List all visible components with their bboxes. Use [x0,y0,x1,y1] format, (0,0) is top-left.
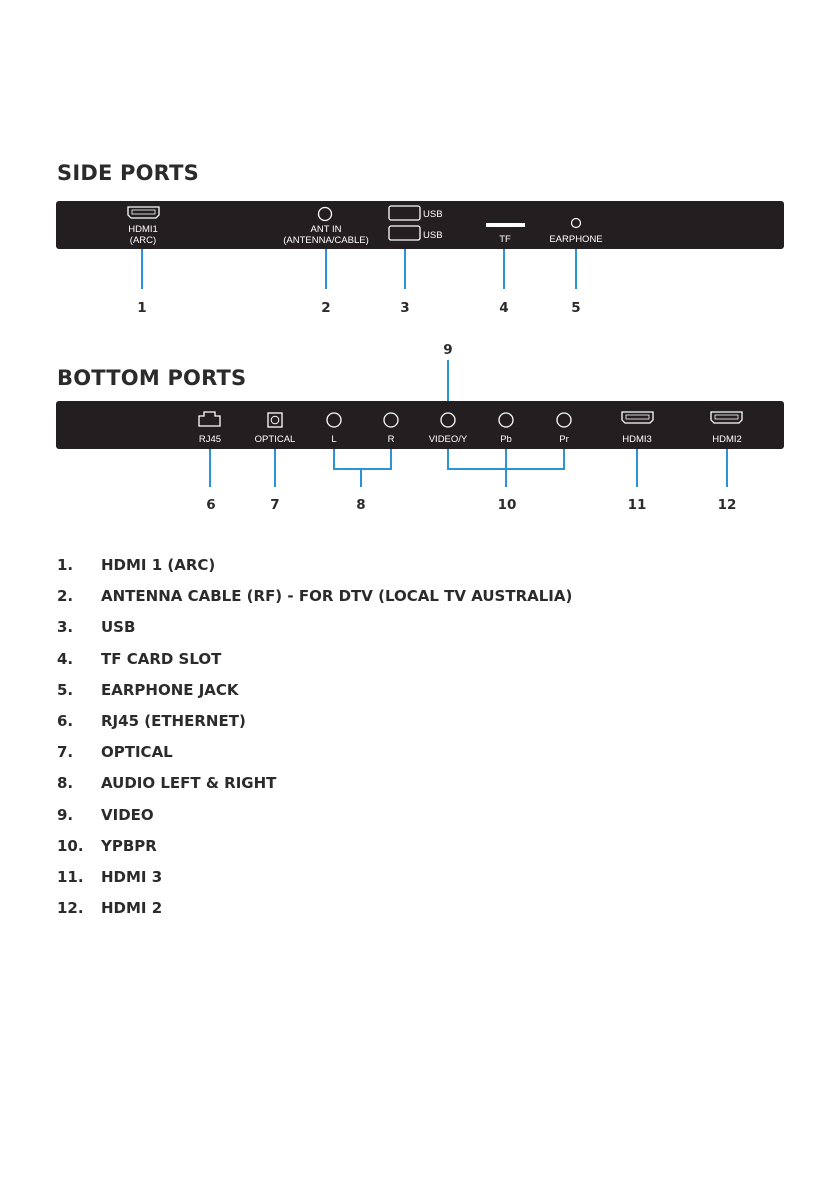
usb-bottom-label: USB [423,230,443,241]
legend-item [57,648,572,679]
bottom-panel-body [56,401,784,449]
legend-item [57,741,572,772]
legend-text: USB [101,618,136,637]
legend-item [57,679,572,710]
leader-10 [448,449,564,487]
hdmi3-label: HDMI3 [622,434,652,445]
side-panel [56,201,784,249]
video-y-label: VIDEO/Y [428,434,468,445]
legend-item [57,835,572,866]
legend-text: ANTENNA CABLE (RF) - FOR DTV (LOCAL TV AUSTRALIA) [101,587,573,606]
legend-text: HDMI 1 (ARC) [101,556,216,574]
legend-item [57,772,572,803]
audio-right-label: R [387,434,395,445]
optical-label: OPTICAL [254,434,296,445]
legend-number: 10. [57,836,84,855]
legend-number: 7. [57,743,74,762]
legend-list [57,554,572,928]
legend-number: 3. [57,618,74,637]
callout-3: 3 [400,300,410,316]
callout-1: 1 [137,300,147,316]
tf-slot-icon [486,223,525,227]
legend-number: 6. [57,711,74,730]
tf-label: TF [499,234,511,245]
legend-item [57,616,572,647]
side-ports-heading: SIDE PORTS [57,161,199,185]
bottom-ports-heading: BOTTOM PORTS [57,366,247,390]
callout-10: 10 [497,497,517,513]
ports-diagram [0,0,839,540]
legend-text: YPBPR [101,836,157,855]
audio-left-label: L [331,434,337,445]
antenna-cable-label: (ANTENNA/CABLE) [283,235,369,246]
callout-7: 7 [270,497,280,513]
bottom-leader-lines [210,449,727,487]
legend-text: VIDEO [101,805,154,824]
legend-item [57,710,572,741]
bottom-panel [56,401,784,449]
legend-text: AUDIO LEFT & RIGHT [101,774,277,793]
earphone-label: EARPHONE [549,234,603,245]
hdmi1-arc-label: (ARC) [129,235,157,246]
legend-item [57,554,572,585]
legend-number: 5. [57,680,74,699]
callout-12: 12 [717,497,737,513]
usb-top-label: USB [423,209,443,220]
leader-8 [334,449,391,487]
legend-text: TF CARD SLOT [101,649,222,668]
legend-number: 11. [57,867,84,886]
callout-8: 8 [356,497,366,513]
legend-number: 4. [57,649,74,668]
legend-number: 2. [57,587,74,606]
legend-number: 12. [57,899,84,918]
legend-text: OPTICAL [101,743,173,762]
callout-5: 5 [571,300,581,316]
legend-number: 9. [57,805,74,824]
legend-item [57,897,572,928]
legend-text: RJ45 (ETHERNET) [101,711,246,730]
side-leader-lines [142,249,576,289]
rj45-label: RJ45 [198,434,222,445]
legend-text: HDMI 2 [101,899,163,918]
legend-number: 8. [57,774,74,793]
legend-text: HDMI 3 [101,867,163,886]
callout-2: 2 [321,300,331,316]
hdmi1-label: HDMI1 [128,224,158,235]
pb-label: Pb [500,434,512,445]
callout-6: 6 [206,497,216,513]
legend-text: EARPHONE JACK [101,680,239,699]
callout-11: 11 [627,497,647,513]
legend-item [57,804,572,835]
ant-in-label: ANT IN [310,224,342,235]
legend-number: 1. [57,556,74,574]
callout-9: 9 [443,342,453,358]
legend-item [57,866,572,897]
callout-4: 4 [499,300,509,316]
legend-item [57,585,572,616]
pr-label: Pr [559,434,569,445]
hdmi2-label: HDMI2 [712,434,742,445]
